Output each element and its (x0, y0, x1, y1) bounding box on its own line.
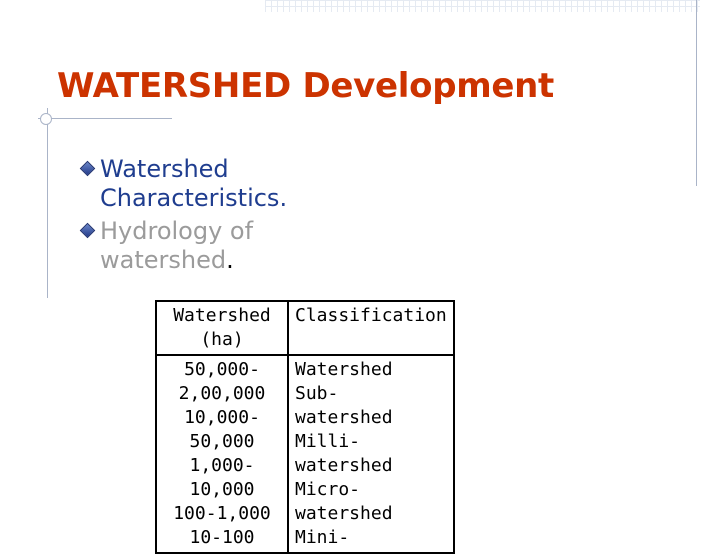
title-underline-rule (38, 118, 172, 119)
cell-line: 10,000 (189, 479, 255, 500)
header-line: Classification (295, 305, 447, 326)
cell-line: 50,000 (189, 431, 255, 452)
bullet-list (80, 155, 340, 279)
bullet-item-watershed-characteristics (80, 155, 340, 213)
classification-cell (288, 355, 454, 553)
watershed-area-cell (156, 355, 288, 553)
cell-line: 1,000- (189, 455, 255, 476)
cell-line: Watershed (295, 359, 393, 380)
cell-line: 50,000- (184, 359, 260, 380)
table-row (156, 355, 454, 553)
decorative-grid (265, 0, 700, 12)
watershed-classification-table (155, 300, 455, 554)
header-watershed-ha (156, 301, 288, 355)
bullet-line-last (100, 246, 340, 275)
bullet-line: Characteristics. (100, 184, 288, 212)
cell-line: Sub- (295, 383, 339, 404)
bullet-line: Watershed (100, 155, 229, 183)
bullet-item-hydrology (80, 217, 340, 275)
diamond-bullet-icon (80, 161, 96, 177)
cell-line: Micro- (295, 479, 361, 500)
header-classification (288, 301, 454, 355)
decorative-vertical-rule (696, 0, 697, 186)
cell-line: watershed (295, 407, 393, 428)
cell-line: 100-1,000 (173, 503, 271, 524)
header-line: (ha) (200, 329, 244, 350)
cell-line: 10-100 (189, 527, 255, 548)
cell-line: watershed (295, 503, 393, 524)
cell-line: 10,000- (184, 407, 260, 428)
diamond-bullet-icon (80, 223, 96, 239)
bullet-word: watershed (100, 246, 227, 274)
bullet-line: Hydrology of (100, 217, 254, 245)
cell-line: 2,00,000 (178, 383, 266, 404)
crosshair-icon (40, 113, 52, 125)
cell-line: Mini- (295, 527, 350, 548)
cell-line: watershed (295, 455, 393, 476)
cell-line: Milli- (295, 431, 361, 452)
table-header-row (156, 301, 454, 355)
bullet-trailing-period: . (226, 246, 234, 274)
decorative-left-rule (47, 108, 48, 298)
header-line: Watershed (173, 305, 271, 326)
slide-title: WATERSHED Development (57, 66, 554, 106)
